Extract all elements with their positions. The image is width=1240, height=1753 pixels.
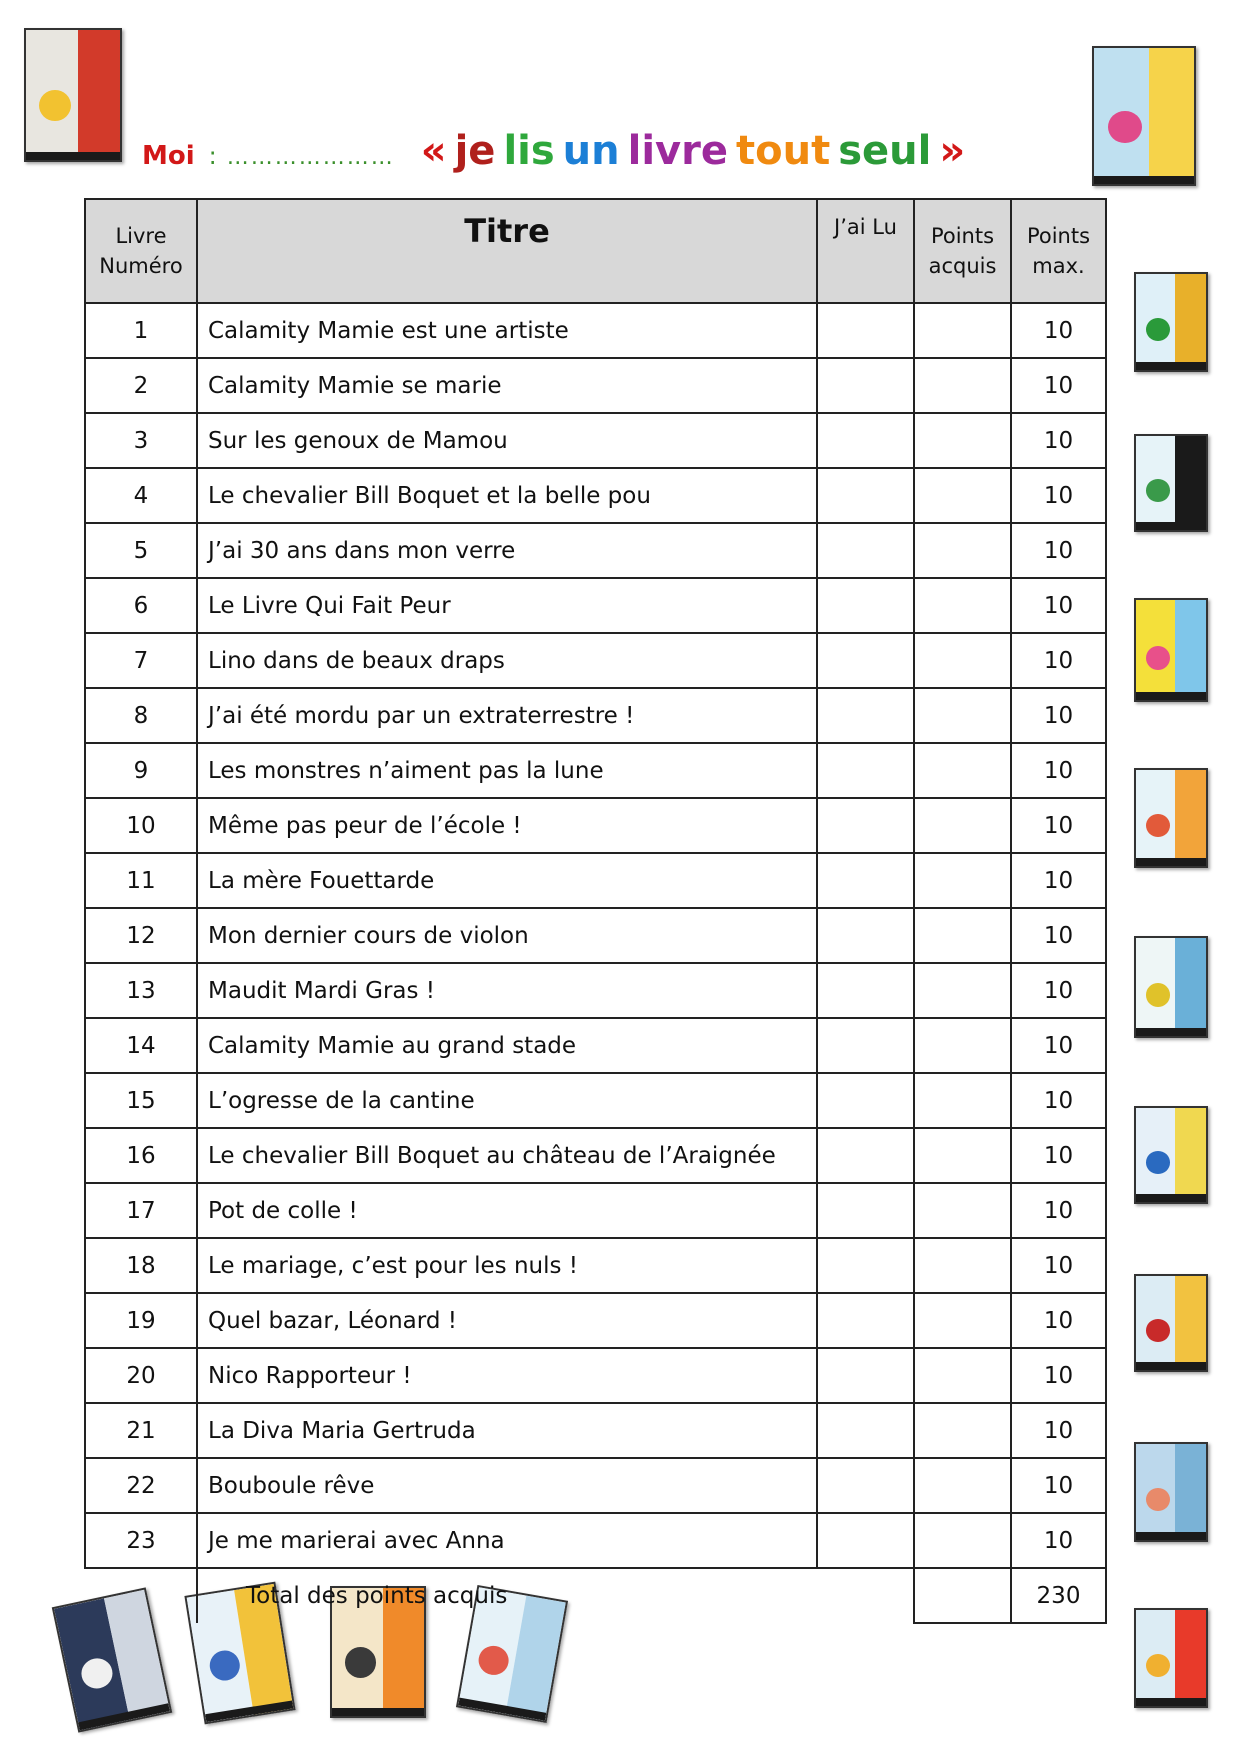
total-row (85, 1568, 1106, 1623)
cover-art (1175, 274, 1207, 370)
book-number: 12 (85, 908, 197, 963)
points-max: 10 (1011, 798, 1106, 853)
jai-lu-cell[interactable] (817, 1348, 914, 1403)
cover-art (1175, 938, 1207, 1036)
table-row (85, 743, 1106, 798)
jai-lu-cell[interactable] (817, 358, 914, 413)
name-colon: : (208, 142, 217, 170)
table-row (85, 633, 1106, 688)
points-max: 10 (1011, 1348, 1106, 1403)
book-title: L’ogresse de la cantine (197, 1073, 817, 1128)
table-row (85, 1348, 1106, 1403)
title-word: lis (503, 128, 555, 174)
title-word: » (939, 128, 966, 174)
table-row (85, 578, 1106, 633)
book-title: Calamity Mamie est une artiste (197, 303, 817, 358)
points-acquis-cell[interactable] (914, 633, 1011, 688)
book-title: Le chevalier Bill Boquet et la belle pou (197, 468, 817, 523)
cover-stripe (1136, 1194, 1206, 1202)
cover-stripe (1136, 692, 1206, 700)
cover-art (1175, 436, 1207, 530)
table-row (85, 798, 1106, 853)
book-number: 5 (85, 523, 197, 578)
cover-character (1146, 1654, 1170, 1677)
header-numero: Livre Numéro (85, 199, 197, 303)
title-word: je (454, 128, 496, 174)
book-number: 21 (85, 1403, 197, 1458)
points-max: 10 (1011, 303, 1106, 358)
cover-stripe (1094, 176, 1194, 184)
jai-lu-cell[interactable] (817, 578, 914, 633)
points-max: 10 (1011, 1458, 1106, 1513)
points-acquis-cell[interactable] (914, 1183, 1011, 1238)
points-max: 10 (1011, 1183, 1106, 1238)
table-row (85, 853, 1106, 908)
cover-character (1146, 983, 1170, 1007)
book-cover (1134, 768, 1208, 868)
book-title: J’ai 30 ans dans mon verre (197, 523, 817, 578)
book-number: 18 (85, 1238, 197, 1293)
jai-lu-cell[interactable] (817, 963, 914, 1018)
book-cover (1134, 434, 1208, 532)
book-title: Le chevalier Bill Boquet au château de l’Araignée (197, 1128, 817, 1183)
cover-character (345, 1647, 376, 1678)
jai-lu-cell[interactable] (817, 1403, 914, 1458)
cover-character (1146, 1319, 1170, 1342)
cover-stripe (1136, 522, 1206, 530)
points-max: 10 (1011, 1018, 1106, 1073)
title-word: tout (735, 128, 831, 174)
cover-stripe (1136, 362, 1206, 370)
book-cover (1092, 46, 1196, 186)
cover-stripe (1136, 1532, 1206, 1540)
cover-art (1175, 1444, 1207, 1540)
points-acquis-cell[interactable] (914, 853, 1011, 908)
book-number: 3 (85, 413, 197, 468)
points-max: 10 (1011, 358, 1106, 413)
points-acquis-cell[interactable] (914, 1073, 1011, 1128)
book-title: Même pas peur de l’école ! (197, 798, 817, 853)
book-cover (1134, 598, 1208, 702)
total-acquis-cell[interactable] (914, 1568, 1011, 1623)
book-title: La mère Fouettarde (197, 853, 817, 908)
book-title: Quel bazar, Léonard ! (197, 1293, 817, 1348)
points-max: 10 (1011, 1293, 1106, 1348)
cover-art (1175, 600, 1207, 700)
book-number: 15 (85, 1073, 197, 1128)
jai-lu-cell[interactable] (817, 1073, 914, 1128)
header-points-acquis: Points acquis (914, 199, 1011, 303)
book-cover (1134, 272, 1208, 372)
table-row (85, 468, 1106, 523)
points-acquis-cell[interactable] (914, 743, 1011, 798)
points-acquis-cell[interactable] (914, 468, 1011, 523)
jai-lu-cell[interactable] (817, 523, 914, 578)
book-number: 1 (85, 303, 197, 358)
jai-lu-cell[interactable] (817, 1128, 914, 1183)
table-row (85, 1458, 1106, 1513)
book-title: Bouboule rêve (197, 1458, 817, 1513)
cover-character (1146, 1151, 1170, 1174)
table-row (85, 1018, 1106, 1073)
points-acquis-cell[interactable] (914, 688, 1011, 743)
cover-art (1149, 48, 1194, 184)
jai-lu-cell[interactable] (817, 1183, 914, 1238)
cover-art (78, 30, 120, 160)
points-acquis-cell[interactable] (914, 1128, 1011, 1183)
points-max: 10 (1011, 1238, 1106, 1293)
book-title: Maudit Mardi Gras ! (197, 963, 817, 1018)
points-acquis-cell[interactable] (914, 1458, 1011, 1513)
cover-stripe (332, 1708, 424, 1716)
table-row (85, 1403, 1106, 1458)
book-title: La Diva Maria Gertruda (197, 1403, 817, 1458)
points-acquis-cell[interactable] (914, 908, 1011, 963)
cover-art (1175, 770, 1207, 866)
book-number: 4 (85, 468, 197, 523)
points-max: 10 (1011, 523, 1106, 578)
table-row (85, 523, 1106, 578)
title-word: « (420, 128, 447, 174)
book-title: Le mariage, c’est pour les nuls ! (197, 1238, 817, 1293)
table-row (85, 908, 1106, 963)
jai-lu-cell[interactable] (817, 303, 914, 358)
cover-stripe (1136, 858, 1206, 866)
points-acquis-cell[interactable] (914, 1403, 1011, 1458)
book-cover (1134, 1106, 1208, 1204)
book-number: 19 (85, 1293, 197, 1348)
jai-lu-cell[interactable] (817, 853, 914, 908)
title-word: seul (838, 128, 932, 174)
book-cover (1134, 1274, 1208, 1372)
book-number: 23 (85, 1513, 197, 1568)
book-title: Je me marierai avec Anna (197, 1513, 817, 1568)
points-acquis-cell[interactable] (914, 303, 1011, 358)
points-acquis-cell[interactable] (914, 1018, 1011, 1073)
table-row (85, 963, 1106, 1018)
book-number: 17 (85, 1183, 197, 1238)
book-number: 7 (85, 633, 197, 688)
book-number: 8 (85, 688, 197, 743)
book-cover (1134, 1608, 1208, 1708)
book-title: Mon dernier cours de violon (197, 908, 817, 963)
jai-lu-cell[interactable] (817, 1238, 914, 1293)
book-cover (1134, 936, 1208, 1038)
jai-lu-cell[interactable] (817, 1018, 914, 1073)
table-row (85, 413, 1106, 468)
jai-lu-cell[interactable] (817, 798, 914, 853)
table-row (85, 688, 1106, 743)
cover-character (1146, 646, 1170, 670)
points-acquis-cell[interactable] (914, 578, 1011, 633)
book-cover (24, 28, 122, 162)
table-row (85, 1183, 1106, 1238)
cover-stripe (1136, 1362, 1206, 1370)
points-max: 10 (1011, 688, 1106, 743)
points-max: 10 (1011, 1403, 1106, 1458)
book-title: Sur les genoux de Mamou (197, 413, 817, 468)
points-max: 10 (1011, 1513, 1106, 1568)
book-number: 10 (85, 798, 197, 853)
jai-lu-cell[interactable] (817, 1513, 914, 1568)
table-row (85, 1128, 1106, 1183)
book-number: 13 (85, 963, 197, 1018)
book-title: Calamity Mamie se marie (197, 358, 817, 413)
jai-lu-cell[interactable] (817, 1458, 914, 1513)
book-title: Nico Rapporteur ! (197, 1348, 817, 1403)
total-label: Total des points acquis (197, 1568, 914, 1623)
cover-character (1146, 814, 1170, 837)
jai-lu-cell[interactable] (817, 413, 914, 468)
jai-lu-cell[interactable] (817, 633, 914, 688)
points-acquis-cell[interactable] (914, 1513, 1011, 1568)
header-jai-lu: J’ai Lu (817, 199, 914, 303)
book-title: Lino dans de beaux draps (197, 633, 817, 688)
points-max: 10 (1011, 633, 1106, 688)
cover-character (39, 90, 71, 121)
book-number: 2 (85, 358, 197, 413)
book-number: 6 (85, 578, 197, 633)
jai-lu-cell[interactable] (817, 743, 914, 798)
points-acquis-cell[interactable] (914, 358, 1011, 413)
cover-character (1108, 111, 1142, 144)
cover-character (1146, 479, 1170, 502)
table-row (85, 1238, 1106, 1293)
points-max: 10 (1011, 963, 1106, 1018)
jai-lu-cell[interactable] (817, 688, 914, 743)
header-points-max: Points max. (1011, 199, 1106, 303)
cover-stripe (26, 152, 120, 160)
points-acquis-cell[interactable] (914, 1348, 1011, 1403)
jai-lu-cell[interactable] (817, 908, 914, 963)
book-number: 22 (85, 1458, 197, 1513)
points-max: 10 (1011, 578, 1106, 633)
points-max: 10 (1011, 413, 1106, 468)
points-acquis-cell[interactable] (914, 1293, 1011, 1348)
book-number: 11 (85, 853, 197, 908)
cover-stripe (1136, 1698, 1206, 1706)
points-acquis-cell[interactable] (914, 523, 1011, 578)
book-number: 20 (85, 1348, 197, 1403)
table-row (85, 1073, 1106, 1128)
table-row (85, 358, 1106, 413)
table-row (85, 303, 1106, 358)
page-header (142, 128, 973, 178)
points-max: 10 (1011, 743, 1106, 798)
table-row (85, 1513, 1106, 1568)
name-blank-line: ………………… (226, 145, 395, 170)
total-max: 230 (1011, 1568, 1106, 1623)
points-acquis-cell[interactable] (914, 963, 1011, 1018)
points-max: 10 (1011, 468, 1106, 523)
book-number: 14 (85, 1018, 197, 1073)
jai-lu-cell[interactable] (817, 468, 914, 523)
cover-character (1146, 318, 1170, 341)
points-max: 10 (1011, 1128, 1106, 1183)
book-title: Les monstres n’aiment pas la lune (197, 743, 817, 798)
jai-lu-cell[interactable] (817, 1293, 914, 1348)
points-acquis-cell[interactable] (914, 413, 1011, 468)
page-title (421, 128, 973, 174)
book-number: 16 (85, 1128, 197, 1183)
cover-art (1175, 1108, 1207, 1202)
cover-art (1175, 1276, 1207, 1370)
book-title: J’ai été mordu par un extraterrestre ! (197, 688, 817, 743)
book-title: Calamity Mamie au grand stade (197, 1018, 817, 1073)
points-max: 10 (1011, 1073, 1106, 1128)
points-acquis-cell[interactable] (914, 1238, 1011, 1293)
cover-character (1146, 1488, 1170, 1511)
cover-stripe (1136, 1028, 1206, 1036)
book-title: Le Livre Qui Fait Peur (197, 578, 817, 633)
cover-art (1175, 1610, 1207, 1706)
book-title: Pot de colle ! (197, 1183, 817, 1238)
name-label: Moi (142, 141, 195, 171)
book-cover (1134, 1442, 1208, 1542)
header-titre: Titre (197, 199, 817, 303)
points-acquis-cell[interactable] (914, 798, 1011, 853)
title-word: un (562, 128, 620, 174)
table-row (85, 1293, 1106, 1348)
points-max: 10 (1011, 908, 1106, 963)
table-header-row (85, 199, 1106, 303)
points-max: 10 (1011, 853, 1106, 908)
book-number: 9 (85, 743, 197, 798)
title-word: livre (627, 128, 728, 174)
reading-table (84, 198, 1107, 1624)
